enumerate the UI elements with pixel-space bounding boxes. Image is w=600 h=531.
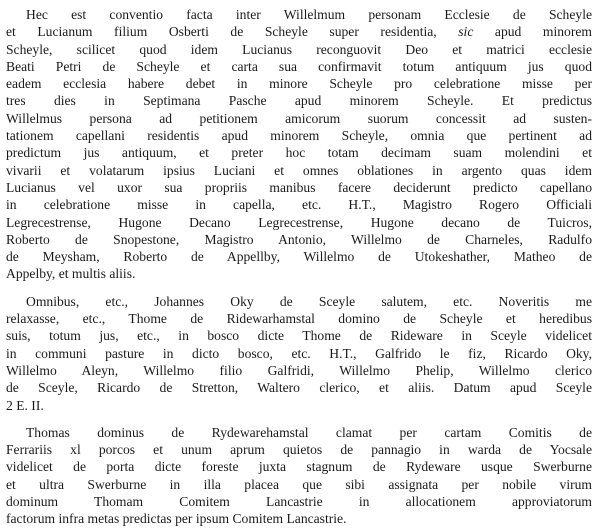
text-line: et ultra Swerburne in illa placea que sibi assignata per nobile virum bbox=[6, 476, 592, 492]
text-line-part: et Lucianum filium Osberti de Scheyle super residentia, bbox=[6, 24, 459, 40]
text-line: Willelmus persona ad petitionem amicorum suorum concessit ad susten- bbox=[6, 110, 592, 126]
text-line: Ferrariis xl porcos et unum aprum quietos de pannagio in warda de Yocsale bbox=[6, 442, 592, 458]
text-line: 2 E. II. bbox=[6, 397, 44, 413]
text-line: Thomas dominus de Rydewarehamstal clamat per cartam Comitis de bbox=[26, 424, 592, 440]
paragraph-thomas bbox=[6, 424, 592, 528]
text-line: in celebratione misse in capella, etc. H.T., Magistro Rogero Officiali bbox=[6, 197, 592, 213]
text-line bbox=[6, 23, 592, 40]
text-line: dominum Thomam Comitem Lancastrie in allocationem approviatorum bbox=[6, 494, 592, 510]
italic-sic: sic bbox=[458, 24, 474, 40]
text-line: suis, totum jus, etc., in bosco dicte Thome de Rideware in Sceyle videlicet bbox=[6, 328, 592, 344]
paragraph-gap bbox=[6, 283, 592, 293]
text-line: factorum infra metas predictas per ipsum Comitem Lancastrie. bbox=[6, 511, 347, 527]
text-line: in communi pasture in dicto bosco, etc. H.T., Galfrido le fiz, Ricardo Oky, bbox=[6, 345, 592, 361]
text-line: Roberto de Snopestone, Magistro Antonio, Willelmo de Charneles, Radulfo bbox=[6, 231, 592, 247]
text-line: relaxasse, etc., Thome de Ridewarhamstal domino de Scheyle et heredibus bbox=[6, 311, 592, 327]
paragraph-omnibus bbox=[6, 293, 592, 414]
paragraph-conventio bbox=[6, 6, 592, 283]
text-line: Omnibus, etc., Johannes Oky de Sceyle salutem, etc. Noveritis me bbox=[26, 293, 592, 309]
text-line: Legrecestrense, Hugone Decano Legrecestrense, Hugone decano de Tuicros, bbox=[6, 214, 592, 230]
text-line: de Sceyle, Ricardo de Stretton, Waltero clerico, et aliis. Datum apud Sceyle bbox=[6, 380, 592, 396]
text-line: tres dies in Septimana Pasche apud minorem Scheyle. Et predictus bbox=[6, 93, 592, 109]
document-page bbox=[6, 6, 592, 528]
text-line: vivarii et volatarum ipsius Luciani et omnes oblationes in argento quas idem bbox=[6, 162, 592, 178]
text-line: videlicet de porta dicte foreste juxta stagnum de Rydeware usque Swerburne bbox=[6, 459, 592, 475]
text-line: Hec est conventio facta inter Willelmum personam Ecclesie de Scheyle bbox=[26, 7, 592, 22]
text-line: predictum jus antiquum, et preter hoc totam decimam suam molendini et bbox=[6, 145, 592, 161]
text-line: Willelmo Aleyn, Willelmo filio Galfridi, Willelmo Phelip, Willelmo clerico bbox=[6, 362, 592, 378]
text-line: eadem ecclesia habere debet in minore Scheyle pro celebratione misse per bbox=[6, 76, 592, 92]
text-line: Scheyle, scilicet quod idem Lucianus reconguovit Deo et matrici ecclesie bbox=[6, 41, 592, 57]
text-line: Appelby, et multis aliis. bbox=[6, 266, 136, 282]
text-line: tationem capellani residentis apud minorem Scheyle, omnia que pertinent ad bbox=[6, 128, 592, 144]
text-line: Beati Petri de Scheyle et carta sua confirmavit totum antiquum jus quod bbox=[6, 58, 592, 74]
text-line: Lucianus vel uxor sua propriis manibus facere deciderunt predicto capellano bbox=[6, 179, 592, 195]
paragraph-gap bbox=[6, 414, 592, 424]
text-line: de Meysham, Roberto de Appellby, Willelmo de Utokeshather, Matheo de bbox=[6, 249, 592, 265]
text-line-part: apud minorem bbox=[473, 24, 592, 40]
